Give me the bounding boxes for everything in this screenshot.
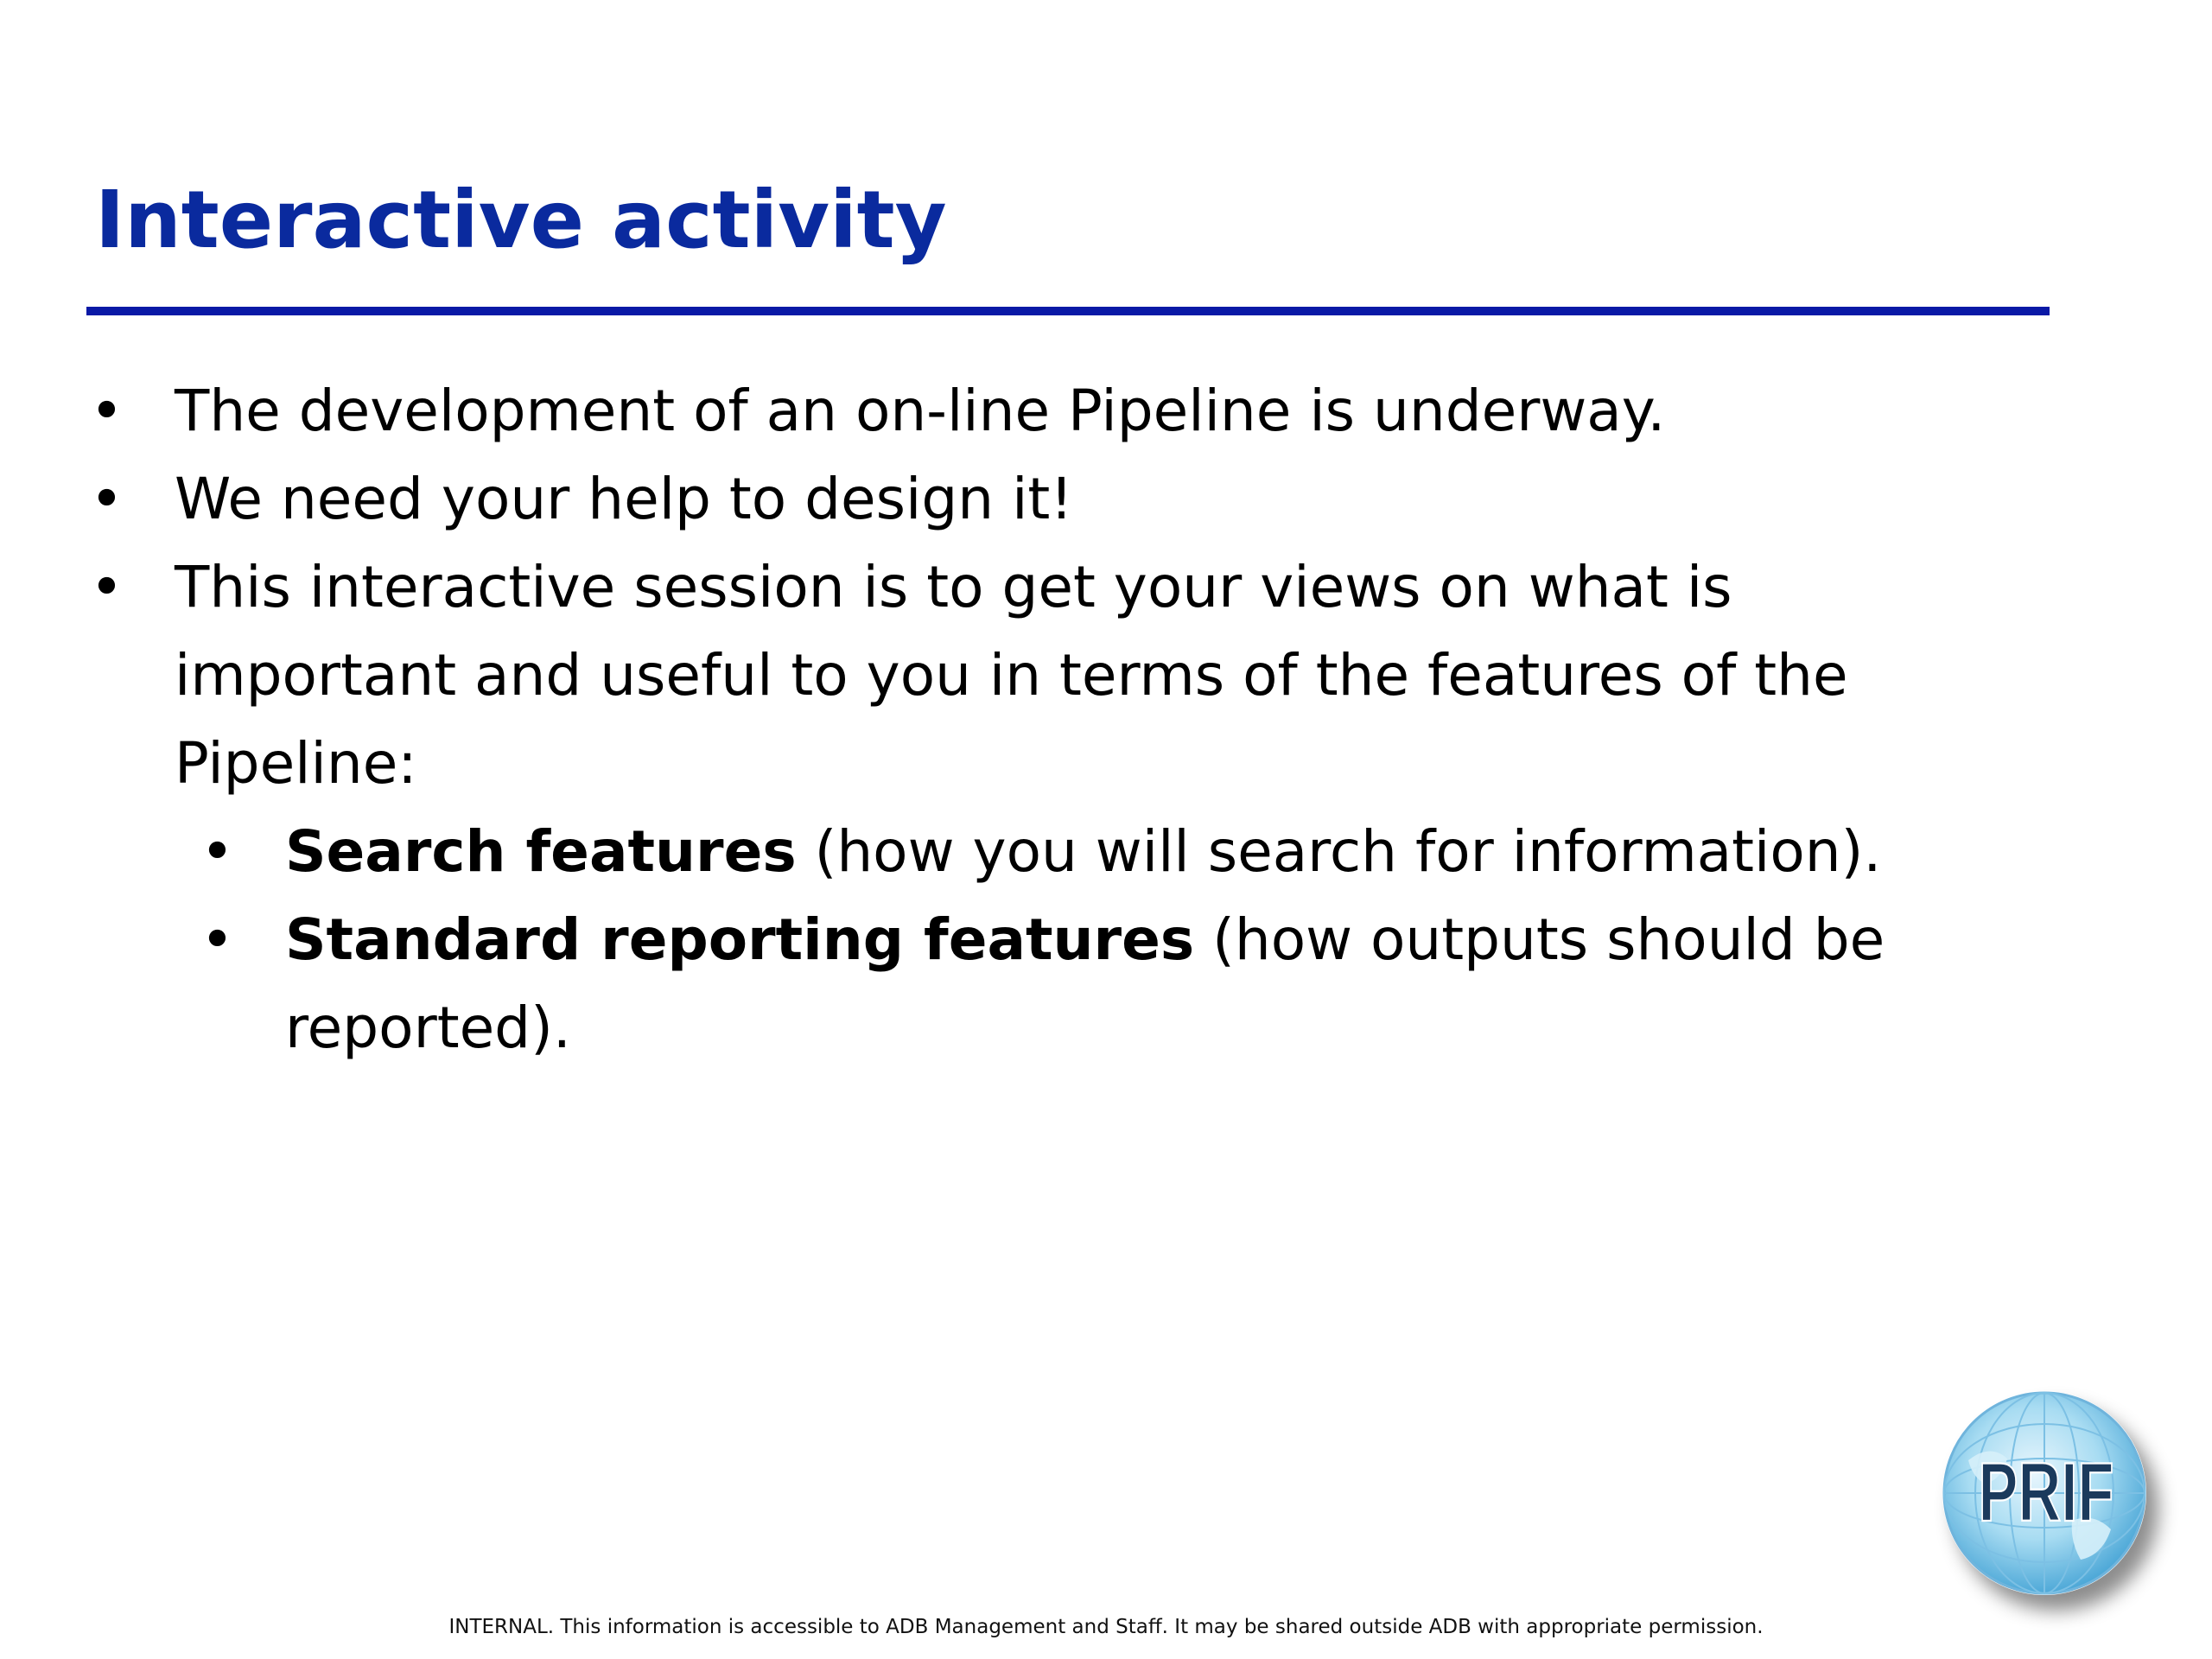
bullet-marker: • — [90, 466, 124, 532]
bullet-marker: • — [90, 378, 124, 444]
sub-bullet-marker: • — [200, 906, 234, 973]
logo-text: PRIF — [1978, 1445, 2114, 1539]
sub-bullet-text: (how outputs should be reported). — [285, 906, 1885, 1061]
bullet-text: We need your help to design it! — [175, 466, 1073, 532]
sub-bullet-list — [86, 808, 1970, 1072]
bullet-text: The development of an on-line Pipeline is underway. — [175, 378, 1666, 444]
sub-bullet-text: (how you will search for information). — [796, 818, 1882, 885]
bullet-text: This interactive session is to get your views on what is important and useful to you in terms of the features of the Pipeline: — [175, 554, 1848, 797]
bullet-item — [86, 455, 1970, 543]
sub-bullet-marker: • — [200, 818, 234, 885]
title-underline-rule — [86, 307, 2050, 315]
slide-title: Interactive activity — [95, 174, 947, 266]
globe-icon — [1942, 1391, 2146, 1595]
prif-logo — [1942, 1391, 2146, 1595]
bullet-item — [86, 543, 1970, 808]
footer-disclaimer: INTERNAL. This information is accessible to ADB Management and Staff. It may be shared outside ADB with appropriate permission. — [448, 1616, 1764, 1638]
bullet-list — [86, 367, 1970, 808]
sub-bullet-bold-text: Standard reporting features — [285, 906, 1195, 973]
bullet-marker: • — [90, 554, 124, 620]
bullet-item — [86, 367, 1970, 455]
sub-bullet-bold-text: Search features — [285, 818, 797, 885]
sub-bullet-item — [86, 896, 1970, 1072]
sub-bullet-item — [86, 808, 1970, 896]
